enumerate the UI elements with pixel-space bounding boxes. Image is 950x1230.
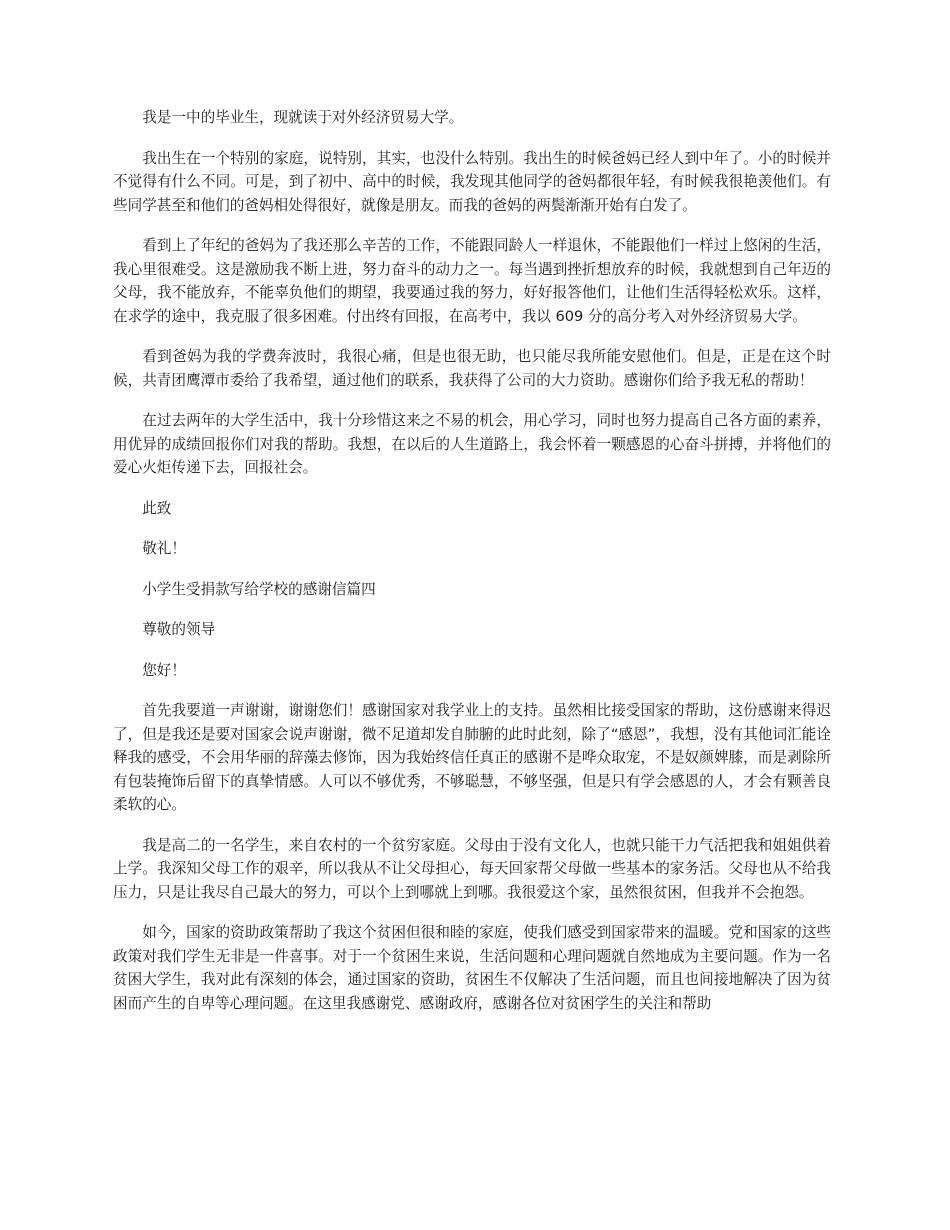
closing-salutation: 此致	[142, 499, 172, 517]
paragraph-university-life: 在过去两年的大学生活中，我十分珍惜这来之不易的机会，用心学习，同时也努力提高自己各方面的素养，用优异的成绩回报你们对我的帮助。我想，在以后的人生道路上，我会怀着一颗感恩的心奋斗拼搏，并将他们的爱心火炬传递下去，回报社会。	[113, 412, 831, 476]
paragraph-parents-work: 看到上了年纪的爸妈为了我还那么辛苦的工作，不能跟同龄人一样退休，不能跟他们一样过上悠闲的生活，我心里很难受。这是激励我不断上进，努力奋斗的动力之一。每当遇到挫折想放弃的时候，我就想到自己年迈的父母，我不能放弃，不能辜负他们的期望，我要通过我的努力，好好报答他们，让他们生活得轻松欢乐。这样，在求学的途中，我克服了很多困难。付出终有回报，在高考中，我以 609 分的高分考入对外经济贸易大学。	[113, 237, 831, 325]
greeting-hello: 您好！	[142, 661, 186, 679]
paragraph-student-background: 我是高二的一名学生，来自农村的一个贫穷家庭。父母由于没有文化人，也就只能干力气活把我和姐姐供着上学。我深知父母工作的艰辛，所以我从不让父母担心，每天回家帮父母做一些基本的家务活。父母也从不给我压力，只是让我尽自己最大的努力，可以个上到哪就上到哪。我很爱这个家，虽然很贫困，但我并不会抱怨。	[113, 836, 831, 901]
document-body	[113, 106, 831, 1032]
paragraph-thanks-country: 首先我要道一声谢谢，谢谢您们！感谢国家对我学业上的支持。虽然相比接受国家的帮助，这份感谢来得迟了，但是我还是要对国家会说声谢谢，微不足道却发自肺腑的此时此刻，除了“感恩”，我想，没有其他词汇能诠释我的感受，不会用华丽的辞藻去修饰，因为我始终信任真正的感谢不是哗众取宠，不是奴颜婢膝，而是剥除所有包装掩饰后留下的真挚情感。人可以不够优秀，不够聪慧，不够坚强，但是只有学会感恩的人，才会有颗善良柔软的心。	[113, 702, 831, 813]
paragraph-intro: 我是一中的毕业生，现就读于对外经济贸易大学。	[142, 109, 464, 126]
section-title: 小学生受捐款写给学校的感谢信篇四	[142, 580, 376, 598]
paragraph-family: 我出生在一个特别的家庭，说特别，其实，也没什么特别。我出生的时候爸妈已经人到中年了。小的时候并不觉得有什么不同。可是，到了初中、高中的时候，我发现其他同学的爸妈都很年轻，有时候我很艳羡他们。有些同学甚至和他们的爸妈相处得很好，就像是朋友。而我的爸妈的两鬓渐渐开始有白发了。	[113, 149, 831, 214]
greeting-recipient: 尊敬的领导	[142, 621, 216, 638]
paragraph-tuition-help: 看到爸妈为我的学费奔波时，我很心痛，但是也很无助，也只能尽我所能安慰他们。但是，正是在这个时候，共青团鹰潭市委给了我希望，通过他们的联系，我获得了公司的大力资助。感谢你们给予我无私的帮助！	[113, 348, 831, 389]
closing-regards: 敬礼！	[142, 540, 186, 557]
paragraph-policy-help: 如今，国家的资助政策帮助了我这个贫困但很和睦的家庭，使我们感受到国家带来的温暖。党和国家的这些政策对我们学生无非是一件喜事。对于一个贫困生来说，生活问题和心理问题就自然地成为主要问题。作为一名贫困大学生，我对此有深刻的体会，通过国家的资助，贫困生不仅解决了生活问题，而且也间接地解决了因为贫困而产生的自卑等心理问题。在这里我感谢党、感谢政府，感谢各位对贫困学生的关注和帮助	[113, 924, 831, 1012]
